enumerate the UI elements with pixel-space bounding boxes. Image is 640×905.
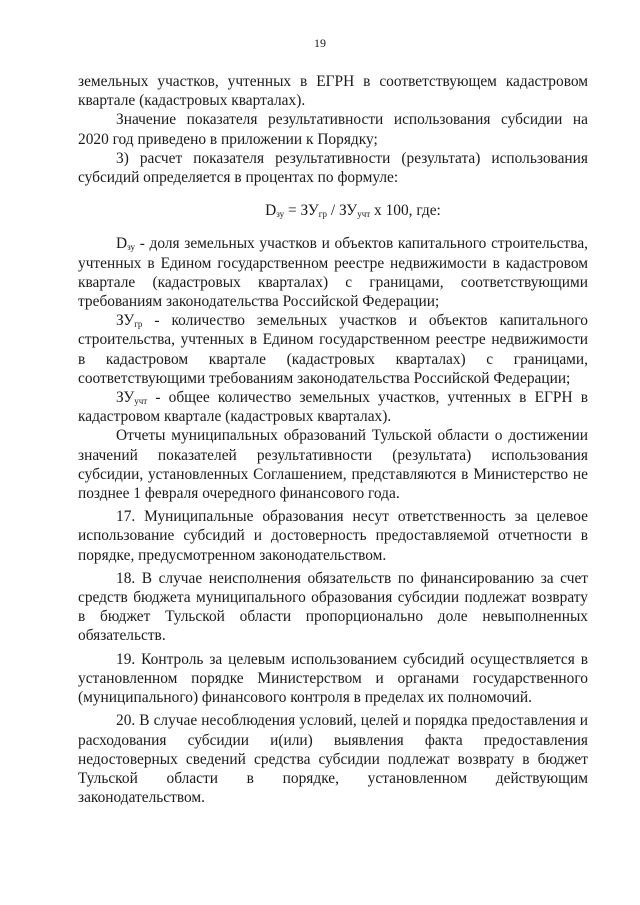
paragraph-calculation-intro: 3) расчет показателя результативности (результата) использования субсидий определяется в процентах по формуле: bbox=[78, 149, 588, 187]
paragraph-continuation: земельных участков, учтенных в ЕГРН в соответствующем кадастровом квартале (кадастровых кварталах). bbox=[78, 73, 588, 110]
paragraph-17: 17. Муниципальные образования несут ответственность за целевое использование субсидий и достоверность предоставляемой отчетности в порядке, предусмотренном законодательством. bbox=[78, 508, 588, 564]
definition-zu-uchet-symbol: ЗУ bbox=[116, 389, 135, 407]
definition-zu-uchet-subscript: учт bbox=[134, 396, 148, 407]
paragraph-20: 20. В случае несоблюдения условий, целей и порядка предоставления и расходования субсидии и(или) выявления факта предоставления недостоверных сведений средства субсидии подлежат возврату в бюджет Тульской области в порядке, установленном действующим законодательством. bbox=[78, 712, 588, 807]
paragraph-19: 19. Контроль за целевым использованием субсидий осуществляется в установленном порядке Министерством и органами государственного (муниципального) финансового контроля в пределах их полномочий. bbox=[78, 650, 588, 707]
formula-zu-gr: ЗУ bbox=[300, 202, 319, 220]
formula bbox=[78, 201, 588, 220]
paragraph-reports: Отчеты муниципальных образований Тульской области о достижении значений показателей результативности (результата) использования субсидии, установленных Соглашением, представляются в Министерство не позднее 1 февраля очередного финансового года. bbox=[78, 427, 588, 503]
definition-d-symbol: D bbox=[116, 235, 128, 253]
document-body bbox=[78, 72, 588, 807]
formula-zu-uchet: ЗУ bbox=[338, 202, 358, 220]
formula-d: D bbox=[265, 202, 277, 220]
formula-equals: = bbox=[284, 202, 301, 220]
page-number: 19 bbox=[314, 36, 326, 50]
definition-zu-gr-symbol: ЗУ bbox=[116, 312, 135, 330]
definition-d-subscript: зу bbox=[127, 242, 135, 253]
paragraph-18: 18. В случае неисполнения обязательств по финансированию за счет средств бюджета муниципального образования субсидии подлежат возврату в бюджет Тульской области пропорционально доле невыполненных обязательств. bbox=[78, 569, 588, 645]
formula-d-subscript: зу bbox=[276, 209, 285, 220]
definition-d-text: - доля земельных участков и объектов капитального строительства, учтенных в Едином государственном реестре недвижимости в кадастровом квартале (кадастровых кварталах) с границами, соответствующими требованиям законодательства Российской Федерации; bbox=[78, 235, 588, 311]
definition-zu-uchet-text: - общее количество земельных участков, учтенных в ЕГРН в кадастровом квартале (кадастровых кварталах). bbox=[78, 389, 588, 426]
formula-zu-gr-subscript: гр bbox=[318, 209, 327, 220]
definition-zu-gr-subscript: гр bbox=[134, 319, 143, 330]
formula-slash: / bbox=[326, 202, 339, 220]
definition-zu-gr-text: - количество земельных участков и объектов капитального строительства, учтенных в Едином государственном реестре недвижимости в кадастровом квартале (кадастровых кварталах) с границами, соответствующими требованиям законодательства Российской Федерации; bbox=[78, 312, 588, 387]
definition-d bbox=[78, 234, 588, 311]
formula-tail: х 100, где: bbox=[370, 202, 441, 220]
formula-zu-uchet-subscript: учт bbox=[357, 209, 371, 220]
definition-zu-gr bbox=[78, 311, 588, 388]
definition-zu-uchet bbox=[78, 388, 588, 426]
paragraph-indicator-value: Значение показателя результативности использования субсидии на 2020 год приведено в приложении к Порядку; bbox=[78, 111, 588, 148]
